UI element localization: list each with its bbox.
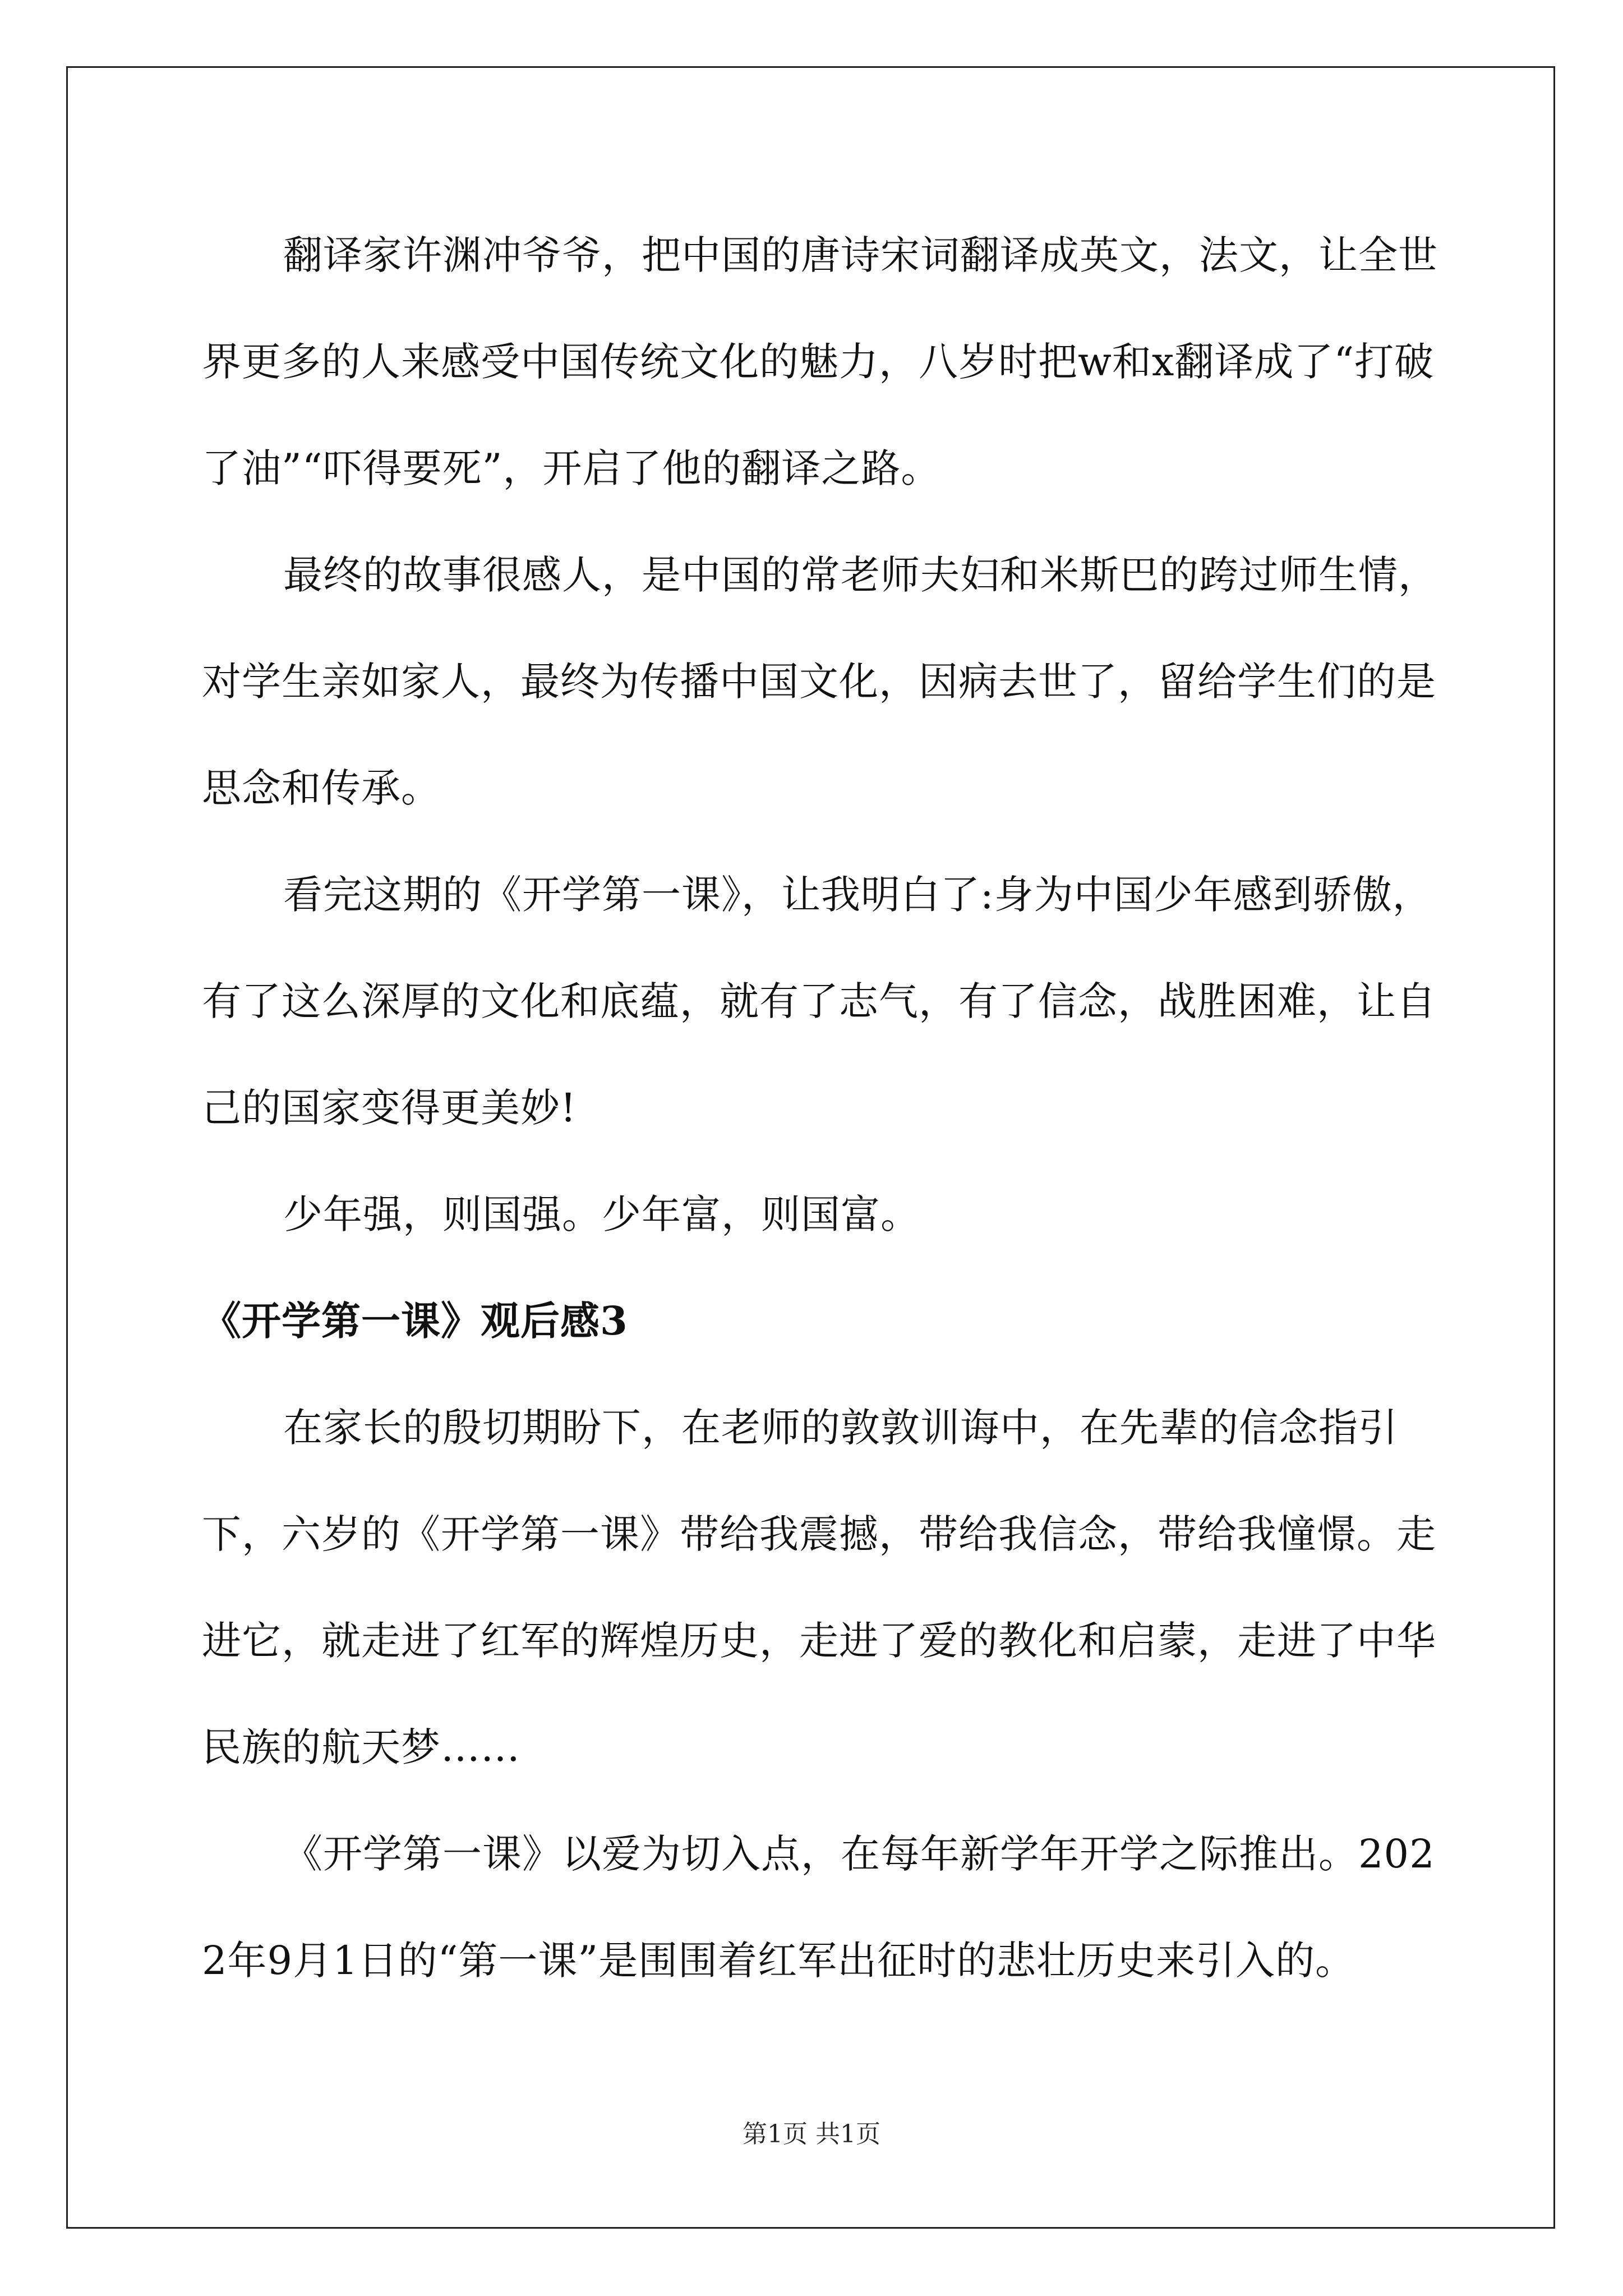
- paragraph-4: 少年强，则国强。少年富，则国富。: [283, 1191, 920, 1237]
- paragraph-1: 翻译家许渊冲爷爷，把中国的唐诗宋词翻译成英文，法文，让全世界更多的人来感受中国传统文化的魅力，八岁时把w和x翻译成了“打破了油”“吓得要死”，开启了他的翻译之路。: [202, 232, 1438, 491]
- page-footer: 第1页 共1页: [743, 2120, 880, 2148]
- paragraph-6: 《开学第一课》以爱为切入点，在每年新学年开学之际推出。2022年9月1日的“第一课”是围围着红军出征时的悲壮历史来引入的。: [202, 1831, 1435, 1984]
- document-body: [202, 202, 1441, 2014]
- paragraph-3: 看完这期的《开学第一课》，让我明白了:身为中国少年感到骄傲，有了这么深厚的文化和底蕴，就有了志气，有了信念，战胜困难，让自己的国家变得更美妙!: [202, 872, 1436, 1131]
- paragraph-2: 最终的故事很感人，是中国的常老师夫妇和米斯巴的跨过师生情，对学生亲如家人，最终为传播中国文化，因病去世了，留给学生们的是思念和传承。: [202, 552, 1438, 811]
- section-heading: 《开学第一课》观后感3: [202, 1297, 628, 1344]
- paragraph-5: 在家长的殷切期盼下，在老师的敦敦训诲中，在先辈的信念指引下，六岁的《开学第一课》带给我震撼，带给我信念，带给我憧憬。走进它，就走进了红军的辉煌历史，走进了爱的教化和启蒙，走进了中华民族的航天梦……: [202, 1405, 1436, 1770]
